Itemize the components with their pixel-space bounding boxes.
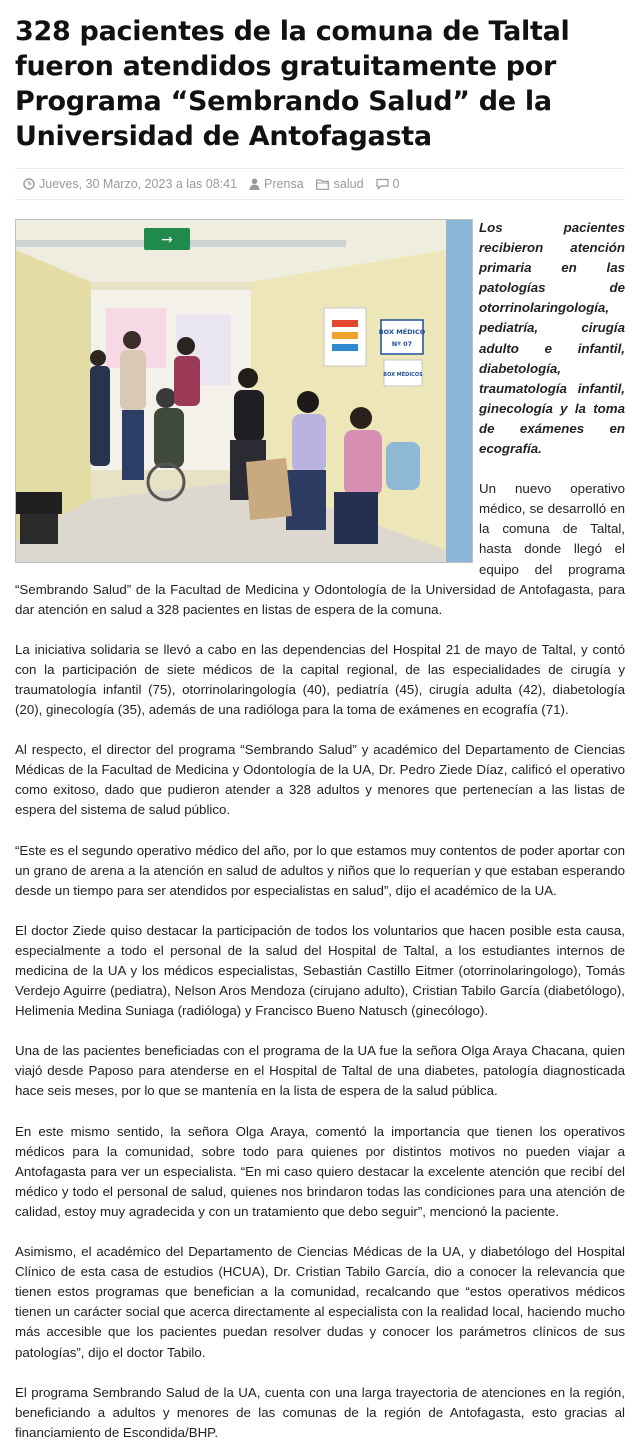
article-paragraph-4: “Este es el segundo operativo médico del año, por lo que estamos muy contentos de poder aportar con un grano de arena a la atención en salud de adultos y niños que lo requerían y que estaban esperando desde un tiempo para ser atendidos por especialistas en salud”, dijo el académico de la UA. bbox=[15, 842, 625, 898]
wall-sign-text: BOX MÉDICOS bbox=[383, 372, 423, 378]
article-meta bbox=[15, 168, 625, 200]
meta-category-link[interactable]: salud bbox=[333, 177, 364, 191]
exit-sign-arrow: → bbox=[161, 232, 173, 248]
article-paragraph-2: La iniciativa solidaria se llevó a cabo en las dependencias del Hospital 21 de mayo de Taltal, y contó con la participación de siete médicos de la capital regional, de las especialidades de cirugía y traumatología infantil (75), otorrinolaringología (40), pediatría (45), cirugía adulta (42), diabetología (20), ginecología (35), además de una radióloga para la toma de exámenes en ecografía (71). bbox=[15, 641, 625, 718]
article-paragraph-9: El programa Sembrando Salud de la UA, cuenta con una larga trayectoria de atenciones en la región, beneficiando a adultos y menores de las comunas de la región de Antofagasta, esto gracias al financiamiento de Escondida/BHP. bbox=[15, 1384, 625, 1440]
meta-date-text: Jueves, 30 Marzo, 2023 a las 08:41 bbox=[39, 177, 238, 191]
article-lead: Los pacientes recibieron atención primaria en las patologías de otorrinolaringología, pediatría, cirugía adulto e infantil, diabetología, traumatología infantil, ginecología y la toma de exámenes en ecografía. bbox=[479, 220, 625, 457]
article-paragraph-3: Al respecto, el director del programa “Sembrando Salud” y académico del Departamento de Ciencias Médicas de la Facultad de Medicina y Odontología de la UA, Dr. Pedro Ziede Díaz, calificó el operativo como exitoso, dado que pudieron atender a 328 adultos y menores que pertenecían a las listas de espera del sistema de salud público. bbox=[15, 742, 625, 818]
article-photo bbox=[15, 219, 473, 563]
box-medico-sign bbox=[381, 320, 423, 354]
meta-comments-link[interactable]: 0 bbox=[392, 177, 400, 191]
clock-icon bbox=[23, 178, 35, 190]
article-paragraph-5: El doctor Ziede quiso destacar la participación de todos los voluntarios que hacen posible esta causa, especialmente a todo el personal de la salud del Hospital de Taltal, a los estudiantes internos de medicina de la UA y los médicos especialistas, Sebastián Castillo Eitmer (otorrinolaringologo), Tomás Verdejo Aguirre (pediatra), Nelson Aros Mendoza (cirujano adulto), Cristian Tabilo García (diabetólogo), Helimenia Medina Suniaga (radióloga) y Francisco Bueno Natusch (ginecólogo). bbox=[15, 922, 625, 1019]
folder-icon bbox=[316, 179, 330, 190]
article bbox=[15, 0, 625, 1443]
meta-comments[interactable] bbox=[376, 177, 400, 191]
meta-author[interactable] bbox=[249, 177, 304, 191]
article-paragraph-6: Una de las pacientes beneficiadas con el programa de la UA fue la señora Olga Araya Chacana, quien viajó desde Paposo para atenderse en el Hospital de Taltal de una diabetes, patología diagnosticada hace seis meses, por lo que se mantenía en la lista de espera de la salud pública. bbox=[15, 1043, 625, 1099]
article-body bbox=[15, 218, 625, 1443]
article-paragraph-8: Asimismo, el académico del Departamento de Ciencias Médicas de la UA, y diabetólogo del Hospital Clínico de esta casa de estudios (HCUA), Dr. Cristian Tabilo García, dio a conocer la relevancia que tienen estos programas que benefician a la comunidad, recalcando que “estos operativos médicos tienen un carácter social que acerca directamente al especialista con la realidad local, haciendo mucho más accesible que los pacientes puedan resolver dudas y conocer los parámetros clínicos de sus patologías”, dijo el doctor Tabilo. bbox=[15, 1244, 625, 1360]
meta-category[interactable] bbox=[316, 177, 364, 191]
article-paragraph-7: En este mismo sentido, la señora Olga Araya, comentó la importancia que tienen los operativos médicos para la comunidad, sobre todo para quienes por distintos motivos no pueden viajar a Antofagasta para ver un especialista. “En mi caso quiero destacar la excelente atención que recibí del médico y todo el personal de salud, quienes nos brindaron todas las condiciones para una atención de calidad, estoy muy agradecida y con un tratamiento que debo seguir”, mencionó la paciente. bbox=[15, 1123, 625, 1219]
box-medico-sign-title: BOX MÉDICO bbox=[378, 328, 426, 336]
article-paragraph-1: Un nuevo operativo médico, se desarrolló en la comuna de Taltal, hasta donde llegó el equipo del programa “Sembrando Salud” de la Facultad de Medicina y Odontología de la Universidad de Antofagasta, para dar atención en salud a 328 pacientes en listas de espera de la comuna. bbox=[15, 481, 625, 617]
comment-icon bbox=[376, 178, 389, 190]
user-icon bbox=[249, 178, 260, 190]
article-title: 328 pacientes de la comuna de Taltal fueron atendidos gratuitamente por Programa “Sembrando Salud” de la Universidad de Antofagasta bbox=[15, 16, 570, 152]
meta-date bbox=[23, 177, 237, 191]
box-medico-sign-number: Nº 07 bbox=[391, 340, 413, 348]
meta-author-link[interactable]: Prensa bbox=[264, 177, 304, 191]
